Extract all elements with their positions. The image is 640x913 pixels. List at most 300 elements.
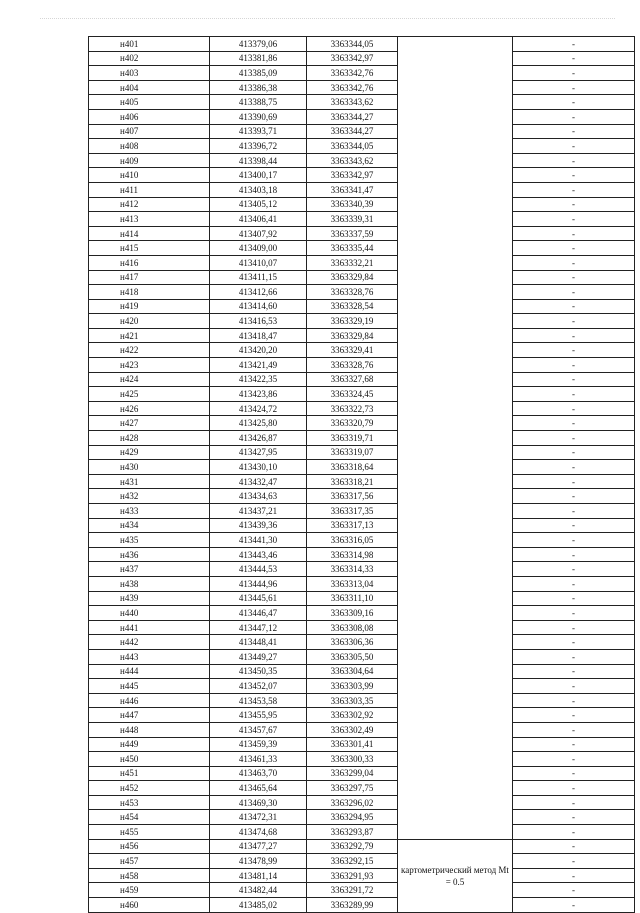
point-name-cell: н450 — [89, 752, 210, 767]
x-coordinate-cell: 413411,15 — [210, 270, 307, 285]
y-coordinate-cell: 3363314,98 — [307, 547, 398, 562]
error-cell: - — [513, 504, 635, 519]
error-cell: - — [513, 489, 635, 504]
y-coordinate-cell: 3363292,15 — [307, 854, 398, 869]
point-name-cell: н434 — [89, 518, 210, 533]
x-coordinate-cell: 413386,38 — [210, 80, 307, 95]
x-coordinate-cell: 413448,41 — [210, 635, 307, 650]
table-row — [89, 197, 635, 212]
table-row — [89, 752, 635, 767]
point-name-cell: н436 — [89, 547, 210, 562]
x-coordinate-cell: 413425,80 — [210, 416, 307, 431]
table-row — [89, 431, 635, 446]
error-cell: - — [513, 708, 635, 723]
table-row — [89, 518, 635, 533]
error-cell: - — [513, 387, 635, 402]
point-name-cell: н421 — [89, 328, 210, 343]
x-coordinate-cell: 413434,63 — [210, 489, 307, 504]
x-coordinate-cell: 413482,44 — [210, 883, 307, 898]
table-row — [89, 620, 635, 635]
point-name-cell: н449 — [89, 737, 210, 752]
y-coordinate-cell: 3363318,21 — [307, 474, 398, 489]
point-name-cell: н404 — [89, 80, 210, 95]
point-name-cell: н428 — [89, 431, 210, 446]
table-row — [89, 80, 635, 95]
x-coordinate-cell: 413437,21 — [210, 504, 307, 519]
y-coordinate-cell: 3363327,68 — [307, 372, 398, 387]
y-coordinate-cell: 3363314,33 — [307, 562, 398, 577]
y-coordinate-cell: 3363342,76 — [307, 66, 398, 81]
x-coordinate-cell: 413452,07 — [210, 679, 307, 694]
y-coordinate-cell: 3363296,02 — [307, 795, 398, 810]
point-name-cell: н415 — [89, 241, 210, 256]
y-coordinate-cell: 3363293,87 — [307, 825, 398, 840]
table-row — [89, 693, 635, 708]
error-cell: - — [513, 416, 635, 431]
point-name-cell: н438 — [89, 576, 210, 591]
point-name-cell: н410 — [89, 168, 210, 183]
error-cell: - — [513, 460, 635, 475]
point-name-cell: н455 — [89, 825, 210, 840]
x-coordinate-cell: 413379,06 — [210, 37, 307, 52]
x-coordinate-cell: 413424,72 — [210, 401, 307, 416]
point-name-cell: н439 — [89, 591, 210, 606]
point-name-cell: н420 — [89, 314, 210, 329]
y-coordinate-cell: 3363317,13 — [307, 518, 398, 533]
error-cell: - — [513, 328, 635, 343]
table-row — [89, 299, 635, 314]
point-name-cell: н441 — [89, 620, 210, 635]
point-name-cell: н447 — [89, 708, 210, 723]
point-name-cell: н424 — [89, 372, 210, 387]
y-coordinate-cell: 3363317,56 — [307, 489, 398, 504]
error-cell: - — [513, 431, 635, 446]
y-coordinate-cell: 3363342,76 — [307, 80, 398, 95]
table-row — [89, 737, 635, 752]
y-coordinate-cell: 3363302,49 — [307, 722, 398, 737]
point-name-cell: н418 — [89, 285, 210, 300]
table-row — [89, 606, 635, 621]
point-name-cell: н452 — [89, 781, 210, 796]
table-row — [89, 854, 635, 869]
table-row — [89, 401, 635, 416]
point-name-cell: н409 — [89, 153, 210, 168]
x-coordinate-cell: 413472,31 — [210, 810, 307, 825]
y-coordinate-cell: 3363301,41 — [307, 737, 398, 752]
table-row — [89, 255, 635, 270]
point-name-cell: н411 — [89, 182, 210, 197]
x-coordinate-cell: 413457,67 — [210, 722, 307, 737]
table-row — [89, 825, 635, 840]
table-row — [89, 504, 635, 519]
x-coordinate-cell: 413465,64 — [210, 781, 307, 796]
x-coordinate-cell: 413393,71 — [210, 124, 307, 139]
error-cell: - — [513, 153, 635, 168]
table-row — [89, 168, 635, 183]
y-coordinate-cell: 3363343,62 — [307, 153, 398, 168]
coordinates-table — [88, 36, 635, 913]
error-cell: - — [513, 533, 635, 548]
y-coordinate-cell: 3363306,36 — [307, 635, 398, 650]
error-cell: - — [513, 518, 635, 533]
x-coordinate-cell: 413421,49 — [210, 358, 307, 373]
point-name-cell: н432 — [89, 489, 210, 504]
table-row — [89, 664, 635, 679]
point-name-cell: н435 — [89, 533, 210, 548]
point-name-cell: н437 — [89, 562, 210, 577]
method-cell: картометрический метод Mt = 0.5 — [398, 839, 513, 912]
x-coordinate-cell: 413446,47 — [210, 606, 307, 621]
error-cell: - — [513, 314, 635, 329]
error-cell: - — [513, 547, 635, 562]
x-coordinate-cell: 413412,66 — [210, 285, 307, 300]
error-cell: - — [513, 752, 635, 767]
error-cell: - — [513, 212, 635, 227]
point-name-cell: н430 — [89, 460, 210, 475]
table-row — [89, 781, 635, 796]
error-cell: - — [513, 197, 635, 212]
table-row — [89, 66, 635, 81]
point-name-cell: н429 — [89, 445, 210, 460]
point-name-cell: н422 — [89, 343, 210, 358]
y-coordinate-cell: 3363291,72 — [307, 883, 398, 898]
point-name-cell: н451 — [89, 766, 210, 781]
y-coordinate-cell: 3363300,33 — [307, 752, 398, 767]
x-coordinate-cell: 413477,27 — [210, 839, 307, 854]
table-row — [89, 387, 635, 402]
table-row — [89, 810, 635, 825]
table-row — [89, 445, 635, 460]
error-cell: - — [513, 299, 635, 314]
x-coordinate-cell: 413406,41 — [210, 212, 307, 227]
error-cell: - — [513, 37, 635, 52]
error-cell: - — [513, 576, 635, 591]
point-name-cell: н442 — [89, 635, 210, 650]
y-coordinate-cell: 3363342,97 — [307, 51, 398, 66]
x-coordinate-cell: 413461,33 — [210, 752, 307, 767]
table-row — [89, 95, 635, 110]
x-coordinate-cell: 413427,95 — [210, 445, 307, 460]
x-coordinate-cell: 413439,36 — [210, 518, 307, 533]
error-cell: - — [513, 182, 635, 197]
table-row — [89, 576, 635, 591]
table-row — [89, 51, 635, 66]
x-coordinate-cell: 413443,46 — [210, 547, 307, 562]
error-cell: - — [513, 401, 635, 416]
y-coordinate-cell: 3363344,05 — [307, 139, 398, 154]
x-coordinate-cell: 413444,53 — [210, 562, 307, 577]
y-coordinate-cell: 3363340,39 — [307, 197, 398, 212]
x-coordinate-cell: 413453,58 — [210, 693, 307, 708]
y-coordinate-cell: 3363292,79 — [307, 839, 398, 854]
x-coordinate-cell: 413405,12 — [210, 197, 307, 212]
error-cell: - — [513, 795, 635, 810]
y-coordinate-cell: 3363344,27 — [307, 124, 398, 139]
x-coordinate-cell: 413414,60 — [210, 299, 307, 314]
error-cell: - — [513, 124, 635, 139]
error-cell: - — [513, 95, 635, 110]
table-row — [89, 533, 635, 548]
point-name-cell: н414 — [89, 226, 210, 241]
error-cell: - — [513, 868, 635, 883]
y-coordinate-cell: 3363316,05 — [307, 533, 398, 548]
y-coordinate-cell: 3363344,05 — [307, 37, 398, 52]
point-name-cell: н444 — [89, 664, 210, 679]
point-name-cell: н423 — [89, 358, 210, 373]
x-coordinate-cell: 413459,39 — [210, 737, 307, 752]
error-cell: - — [513, 343, 635, 358]
point-name-cell: н403 — [89, 66, 210, 81]
table-row — [89, 124, 635, 139]
error-cell: - — [513, 898, 635, 913]
table-row — [89, 153, 635, 168]
y-coordinate-cell: 3363317,35 — [307, 504, 398, 519]
table-row — [89, 795, 635, 810]
x-coordinate-cell: 413400,17 — [210, 168, 307, 183]
y-coordinate-cell: 3363344,27 — [307, 109, 398, 124]
error-cell: - — [513, 810, 635, 825]
x-coordinate-cell: 413418,47 — [210, 328, 307, 343]
x-coordinate-cell: 413423,86 — [210, 387, 307, 402]
table-row — [89, 416, 635, 431]
table-row — [89, 372, 635, 387]
table-row — [89, 343, 635, 358]
y-coordinate-cell: 3363328,76 — [307, 285, 398, 300]
table-row — [89, 649, 635, 664]
error-cell: - — [513, 241, 635, 256]
x-coordinate-cell: 413426,87 — [210, 431, 307, 446]
y-coordinate-cell: 3363311,10 — [307, 591, 398, 606]
point-name-cell: н458 — [89, 868, 210, 883]
y-coordinate-cell: 3363309,16 — [307, 606, 398, 621]
x-coordinate-cell: 413381,86 — [210, 51, 307, 66]
table-row — [89, 722, 635, 737]
point-name-cell: н426 — [89, 401, 210, 416]
error-cell: - — [513, 693, 635, 708]
y-coordinate-cell: 3363328,54 — [307, 299, 398, 314]
error-cell: - — [513, 372, 635, 387]
table-row — [89, 547, 635, 562]
x-coordinate-cell: 413444,96 — [210, 576, 307, 591]
y-coordinate-cell: 3363308,08 — [307, 620, 398, 635]
point-name-cell: н406 — [89, 109, 210, 124]
point-name-cell: н446 — [89, 693, 210, 708]
x-coordinate-cell: 413474,68 — [210, 825, 307, 840]
x-coordinate-cell: 413469,30 — [210, 795, 307, 810]
y-coordinate-cell: 3363329,84 — [307, 270, 398, 285]
error-cell: - — [513, 109, 635, 124]
y-coordinate-cell: 3363320,79 — [307, 416, 398, 431]
y-coordinate-cell: 3363339,31 — [307, 212, 398, 227]
point-name-cell: н427 — [89, 416, 210, 431]
table-row — [89, 285, 635, 300]
table-row — [89, 766, 635, 781]
table-row — [89, 212, 635, 227]
table-row — [89, 328, 635, 343]
y-coordinate-cell: 3363319,71 — [307, 431, 398, 446]
error-cell: - — [513, 781, 635, 796]
y-coordinate-cell: 3363294,95 — [307, 810, 398, 825]
error-cell: - — [513, 883, 635, 898]
x-coordinate-cell: 413447,12 — [210, 620, 307, 635]
error-cell: - — [513, 562, 635, 577]
y-coordinate-cell: 3363299,04 — [307, 766, 398, 781]
error-cell: - — [513, 139, 635, 154]
table-row — [89, 868, 635, 883]
point-name-cell: н401 — [89, 37, 210, 52]
error-cell: - — [513, 285, 635, 300]
point-name-cell: н405 — [89, 95, 210, 110]
point-name-cell: н460 — [89, 898, 210, 913]
y-coordinate-cell: 3363343,62 — [307, 95, 398, 110]
error-cell: - — [513, 51, 635, 66]
point-name-cell: н425 — [89, 387, 210, 402]
point-name-cell: н457 — [89, 854, 210, 869]
page-header-artifact — [40, 10, 615, 19]
x-coordinate-cell: 413432,47 — [210, 474, 307, 489]
error-cell: - — [513, 445, 635, 460]
error-cell: - — [513, 270, 635, 285]
y-coordinate-cell: 3363329,84 — [307, 328, 398, 343]
x-coordinate-cell: 413407,92 — [210, 226, 307, 241]
point-name-cell: н440 — [89, 606, 210, 621]
point-name-cell: н413 — [89, 212, 210, 227]
x-coordinate-cell: 413398,44 — [210, 153, 307, 168]
error-cell: - — [513, 854, 635, 869]
point-name-cell: н448 — [89, 722, 210, 737]
table-row — [89, 270, 635, 285]
table-row — [89, 37, 635, 52]
y-coordinate-cell: 3363303,35 — [307, 693, 398, 708]
point-name-cell: н431 — [89, 474, 210, 489]
x-coordinate-cell: 413403,18 — [210, 182, 307, 197]
x-coordinate-cell: 413388,75 — [210, 95, 307, 110]
y-coordinate-cell: 3363289,99 — [307, 898, 398, 913]
error-cell: - — [513, 606, 635, 621]
table-row — [89, 460, 635, 475]
y-coordinate-cell: 3363297,75 — [307, 781, 398, 796]
table-row — [89, 241, 635, 256]
y-coordinate-cell: 3363319,07 — [307, 445, 398, 460]
y-coordinate-cell: 3363305,50 — [307, 649, 398, 664]
error-cell: - — [513, 66, 635, 81]
error-cell: - — [513, 474, 635, 489]
error-cell: - — [513, 255, 635, 270]
y-coordinate-cell: 3363328,76 — [307, 358, 398, 373]
error-cell: - — [513, 679, 635, 694]
x-coordinate-cell: 413450,35 — [210, 664, 307, 679]
x-coordinate-cell: 413410,07 — [210, 255, 307, 270]
table-row — [89, 679, 635, 694]
point-name-cell: н445 — [89, 679, 210, 694]
method-blank-cell — [398, 37, 513, 840]
x-coordinate-cell: 413390,69 — [210, 109, 307, 124]
error-cell: - — [513, 591, 635, 606]
y-coordinate-cell: 3363304,64 — [307, 664, 398, 679]
x-coordinate-cell: 413409,00 — [210, 241, 307, 256]
point-name-cell: н419 — [89, 299, 210, 314]
x-coordinate-cell: 413478,99 — [210, 854, 307, 869]
y-coordinate-cell: 3363341,47 — [307, 182, 398, 197]
point-name-cell: н402 — [89, 51, 210, 66]
table-row — [89, 708, 635, 723]
error-cell: - — [513, 168, 635, 183]
error-cell: - — [513, 722, 635, 737]
y-coordinate-cell: 3363313,04 — [307, 576, 398, 591]
point-name-cell: н454 — [89, 810, 210, 825]
table-row — [89, 358, 635, 373]
table-row — [89, 109, 635, 124]
x-coordinate-cell: 413396,72 — [210, 139, 307, 154]
error-cell: - — [513, 737, 635, 752]
table-row — [89, 562, 635, 577]
y-coordinate-cell: 3363322,73 — [307, 401, 398, 416]
y-coordinate-cell: 3363337,59 — [307, 226, 398, 241]
y-coordinate-cell: 3363329,41 — [307, 343, 398, 358]
x-coordinate-cell: 413481,14 — [210, 868, 307, 883]
table-row — [89, 839, 635, 854]
point-name-cell: н433 — [89, 504, 210, 519]
x-coordinate-cell: 413463,70 — [210, 766, 307, 781]
table-row — [89, 474, 635, 489]
point-name-cell: н453 — [89, 795, 210, 810]
y-coordinate-cell: 3363324,45 — [307, 387, 398, 402]
x-coordinate-cell: 413422,35 — [210, 372, 307, 387]
error-cell: - — [513, 766, 635, 781]
y-coordinate-cell: 3363332,21 — [307, 255, 398, 270]
table-row — [89, 314, 635, 329]
table-row — [89, 591, 635, 606]
error-cell: - — [513, 358, 635, 373]
y-coordinate-cell: 3363303,99 — [307, 679, 398, 694]
error-cell: - — [513, 80, 635, 95]
coordinates-table-body — [89, 37, 635, 913]
x-coordinate-cell: 413485,02 — [210, 898, 307, 913]
point-name-cell: н412 — [89, 197, 210, 212]
table-row — [89, 182, 635, 197]
error-cell: - — [513, 825, 635, 840]
point-name-cell: н407 — [89, 124, 210, 139]
y-coordinate-cell: 3363342,97 — [307, 168, 398, 183]
table-row — [89, 883, 635, 898]
point-name-cell: н443 — [89, 649, 210, 664]
x-coordinate-cell: 413430,10 — [210, 460, 307, 475]
y-coordinate-cell: 3363329,19 — [307, 314, 398, 329]
point-name-cell: н408 — [89, 139, 210, 154]
x-coordinate-cell: 413385,09 — [210, 66, 307, 81]
error-cell: - — [513, 226, 635, 241]
y-coordinate-cell: 3363318,64 — [307, 460, 398, 475]
point-name-cell: н417 — [89, 270, 210, 285]
point-name-cell: н456 — [89, 839, 210, 854]
error-cell: - — [513, 664, 635, 679]
y-coordinate-cell: 3363291,93 — [307, 868, 398, 883]
table-row — [89, 489, 635, 504]
y-coordinate-cell: 3363335,44 — [307, 241, 398, 256]
error-cell: - — [513, 839, 635, 854]
point-name-cell: н416 — [89, 255, 210, 270]
x-coordinate-cell: 413445,61 — [210, 591, 307, 606]
x-coordinate-cell: 413449,27 — [210, 649, 307, 664]
x-coordinate-cell: 413455,95 — [210, 708, 307, 723]
x-coordinate-cell: 413441,30 — [210, 533, 307, 548]
error-cell: - — [513, 635, 635, 650]
x-coordinate-cell: 413420,20 — [210, 343, 307, 358]
error-cell: - — [513, 649, 635, 664]
table-row — [89, 139, 635, 154]
point-name-cell: н459 — [89, 883, 210, 898]
y-coordinate-cell: 3363302,92 — [307, 708, 398, 723]
